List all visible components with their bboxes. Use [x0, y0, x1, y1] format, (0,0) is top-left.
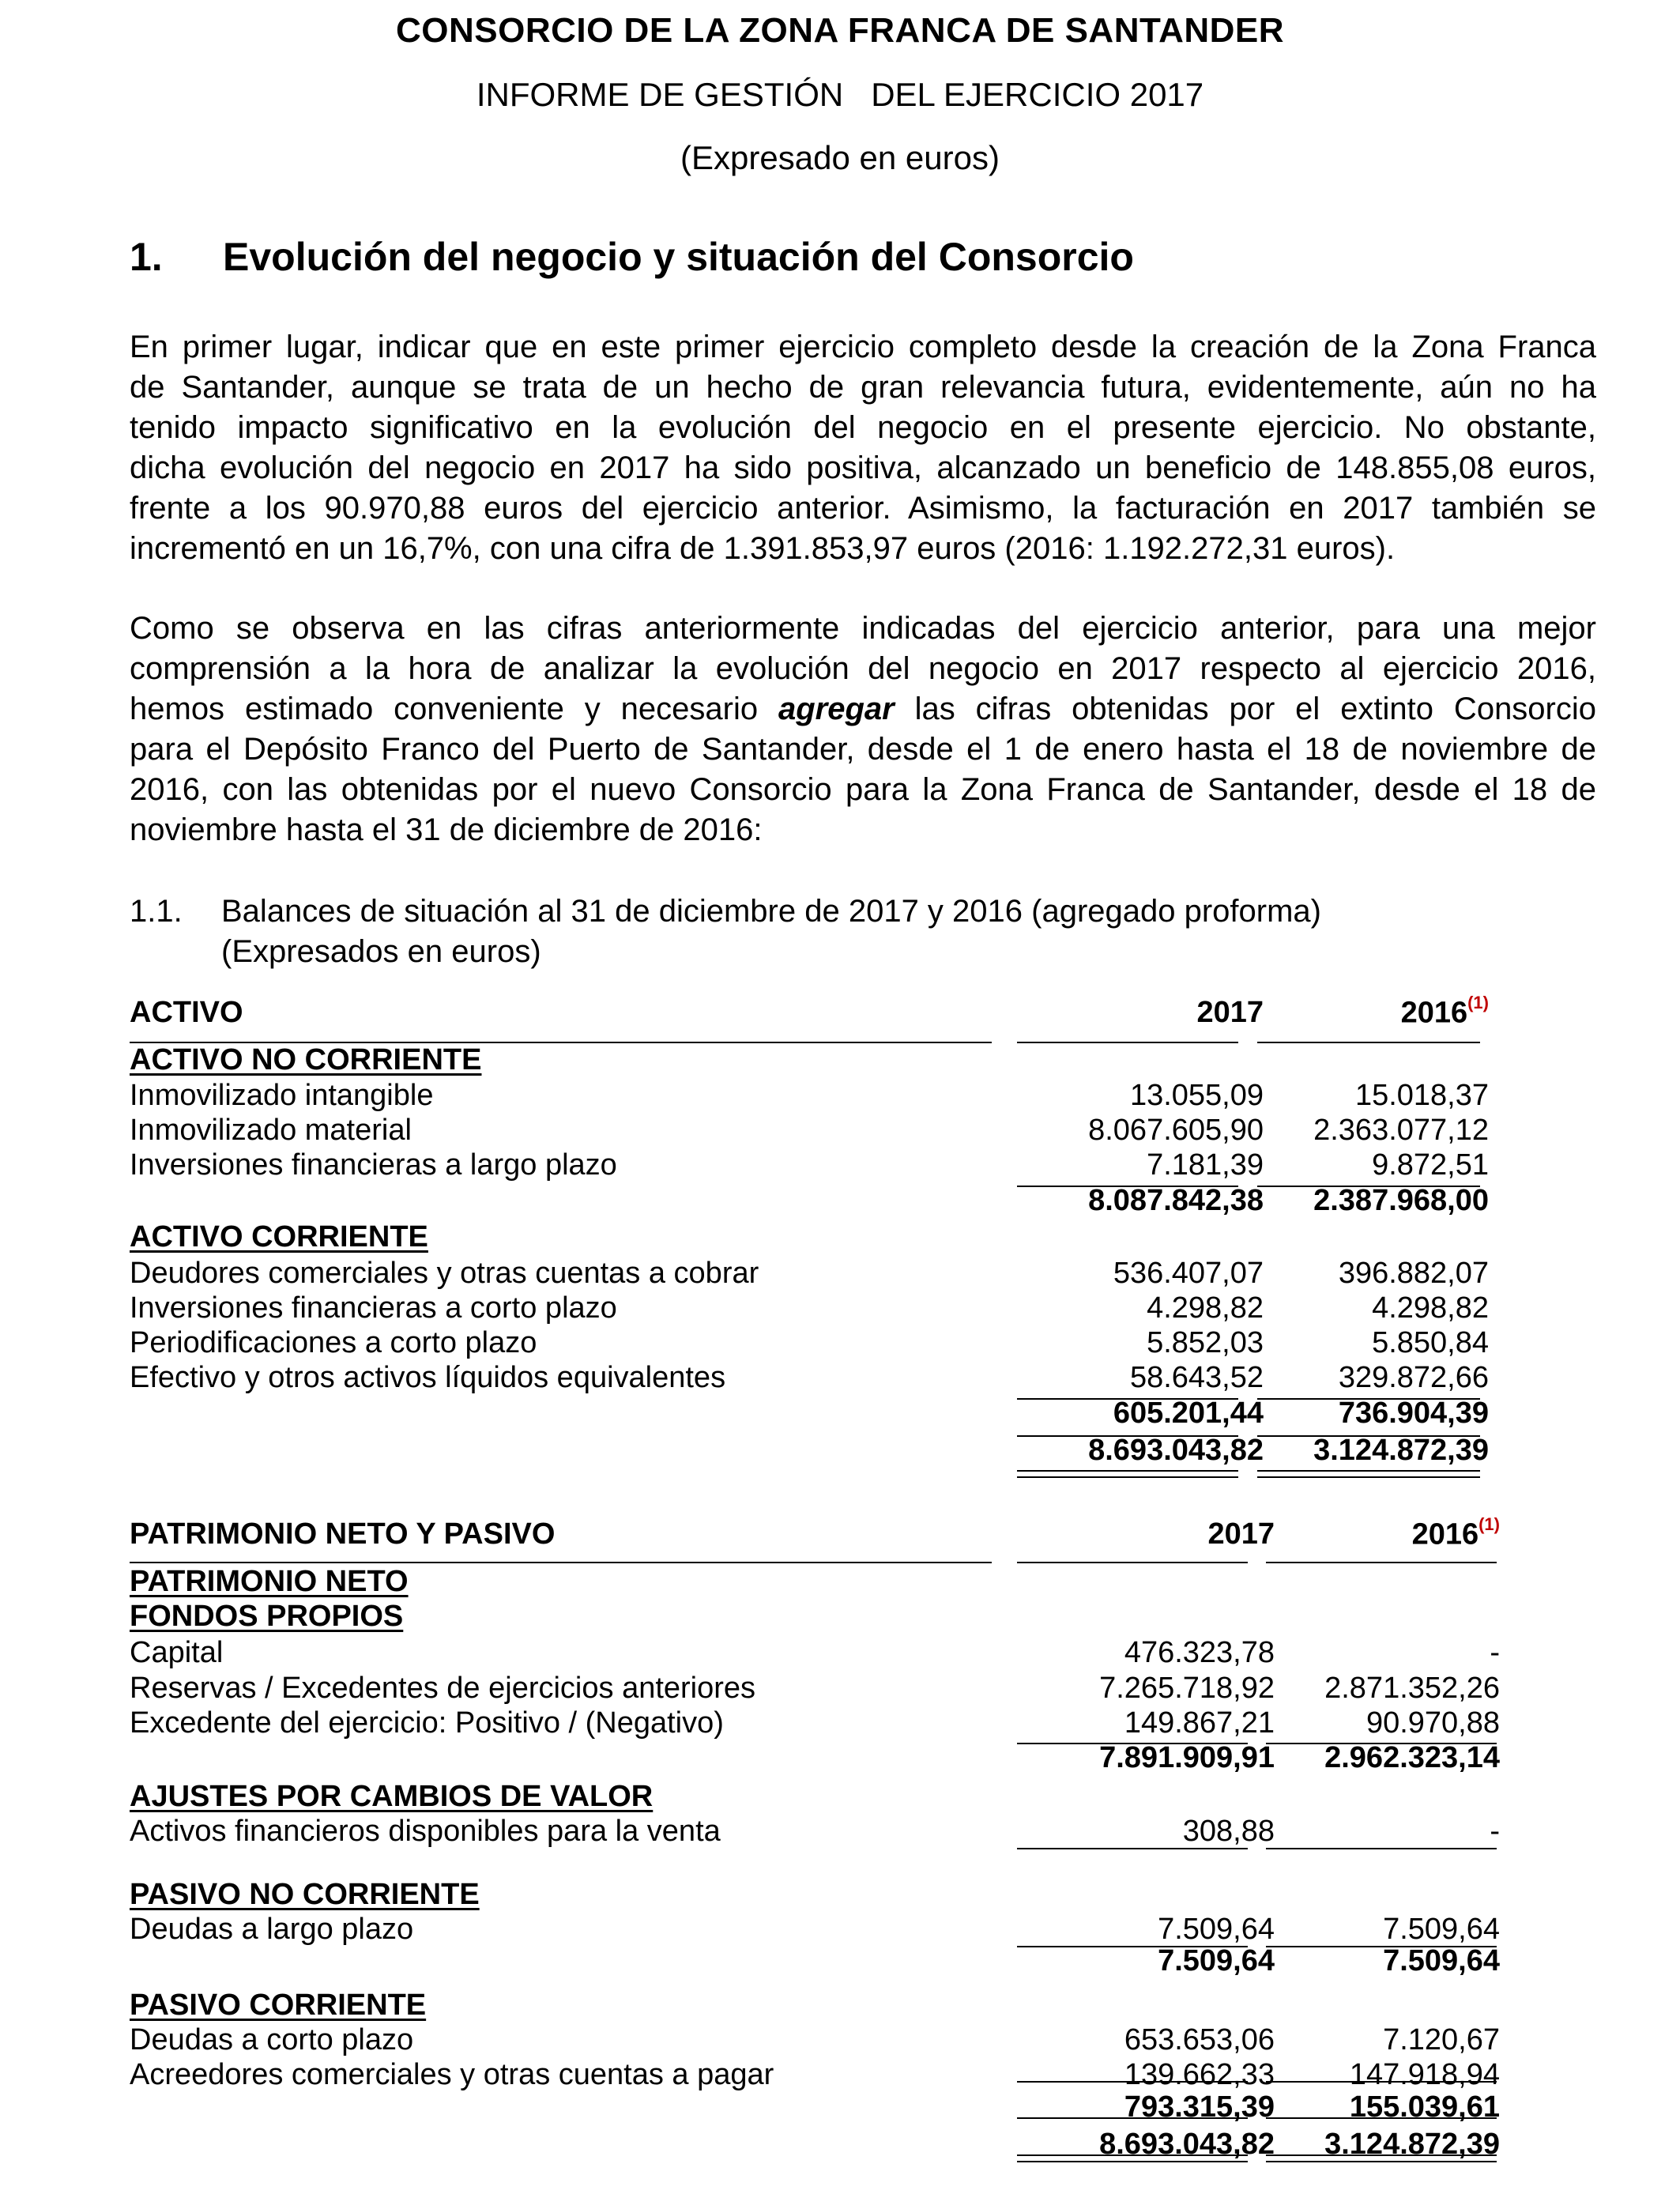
subtotal-row: [130, 2090, 1500, 2125]
organization-name: CONSORCIO DE LA ZONA FRANCA DE SANTANDER: [395, 11, 1285, 50]
table-row: [130, 1361, 1489, 1396]
total-double-rule: [1017, 1470, 1238, 1478]
subtotal-rule: [1017, 1398, 1238, 1400]
value-2017: 8.087.842,38: [1088, 1184, 1264, 1217]
value-2016: 4.298,82: [1372, 1291, 1489, 1325]
row-label: Acreedores comerciales y otras cuentas a pagar: [130, 2058, 774, 2091]
subtotal-row: [130, 1944, 1500, 1979]
subsection-heading: [130, 892, 1321, 972]
row-label: Deudores comerciales y otras cuentas a cobrar: [130, 1257, 759, 1290]
footnote-mark: (1): [1467, 993, 1489, 1012]
subtotal-rule: [1017, 1186, 1238, 1187]
value-2017: 605.201,44: [1113, 1397, 1264, 1430]
value-2016: 147.918,94: [1349, 2058, 1500, 2091]
col-2016-header: [1411, 1514, 1500, 1552]
value-2016: 3.124.872,39: [1324, 2128, 1500, 2161]
value-2017: 7.509,64: [1158, 1944, 1275, 1977]
value-2017: 13.055,09: [1129, 1079, 1264, 1112]
header-rule: [1017, 1562, 1248, 1563]
row-label: Inmovilizado material: [130, 1114, 412, 1147]
value-2016: -: [1490, 1815, 1500, 1848]
table-row: [130, 1706, 1500, 1741]
value-2017: 7.891.909,91: [1099, 1741, 1275, 1774]
section-title: Evolución del negocio y situación del Consorcio: [223, 235, 1134, 279]
value-2016: 3.124.872,39: [1313, 1434, 1489, 1467]
paragraph-line: Como se observa en las cifras anteriormente indicadas del ejercicio anterior, para una mejor: [130, 611, 1596, 646]
paragraph-2: [130, 609, 1596, 850]
subtotal-rule: [1266, 1848, 1497, 1849]
value-2017: 8.693.043,82: [1088, 1434, 1264, 1467]
activo-header-row: [130, 993, 1489, 1032]
table-row: [130, 1913, 1500, 1947]
paragraph-text: hemos estimado conveniente y necesario: [130, 692, 778, 726]
value-2017: 536.407,07: [1113, 1257, 1264, 1290]
value-2016: 9.872,51: [1372, 1148, 1489, 1182]
paragraph-line: En primer lugar, indicar que en este primer ejercicio completo desde la creación de la Zona Franca: [130, 330, 1596, 364]
value-2016: 5.850,84: [1372, 1326, 1489, 1359]
paragraph-text: las cifras obtenidas por el extinto Consorcio: [894, 692, 1597, 726]
value-2017: 308,88: [1182, 1815, 1275, 1848]
subsection-number: 1.1.: [130, 894, 183, 929]
section-row: [130, 1878, 1500, 1913]
value-2016: 2.871.352,26: [1324, 1672, 1500, 1705]
paragraph-line: noviembre hasta el 31 de diciembre de 2016:: [130, 812, 763, 847]
table-row: [130, 1114, 1489, 1148]
value-2017: 7.181,39: [1147, 1148, 1264, 1182]
col-2017-header: 2017: [1196, 996, 1264, 1029]
row-label: Inversiones financieras a corto plazo: [130, 1291, 617, 1325]
section-row: [130, 1565, 1500, 1600]
pasivo-table: [130, 1514, 1500, 2189]
currency-note: (Expresado en euros): [680, 139, 1000, 176]
total-double-rule: [1017, 2154, 1248, 2162]
paragraph-1: [130, 327, 1596, 569]
table-row: [130, 1636, 1500, 1671]
subtotal-row: [130, 1184, 1489, 1219]
section-row: [130, 1220, 1489, 1255]
header-rule: [1266, 1562, 1497, 1563]
pasivo-header-row: [130, 1514, 1500, 1554]
row-label: Inversiones financieras a largo plazo: [130, 1148, 617, 1182]
section-label: PATRIMONIO NETO: [130, 1565, 409, 1598]
value-2017: 793.315,39: [1124, 2090, 1275, 2124]
value-2017: 149.867,21: [1124, 1706, 1275, 1740]
value-2017: 8.067.605,90: [1088, 1114, 1264, 1147]
subtotal-rule: [1266, 1743, 1497, 1744]
header-rule: [130, 1562, 992, 1563]
section-row: [130, 1780, 1500, 1815]
subtotal-rule: [1017, 1848, 1248, 1849]
emphasized-word: agregar: [778, 692, 895, 726]
subsection-subtitle: (Expresados en euros): [221, 934, 541, 969]
subtotal-rule: [1266, 2117, 1497, 2119]
subsection-title: Balances de situación al 31 de diciembre de 2017 y 2016 (agregado proforma): [221, 894, 1321, 929]
paragraph-line: para el Depósito Franco del Puerto de Santander, desde el 1 de enero hasta el 18 de noviembre de: [130, 732, 1596, 767]
value-2016: 7.509,64: [1383, 1913, 1500, 1946]
pasivo-heading: PATRIMONIO NETO Y PASIVO: [130, 1517, 556, 1551]
report-title: INFORME DE GESTIÓN DEL EJERCICIO 2017: [476, 76, 1204, 113]
section-heading: [130, 234, 1134, 280]
value-2016: 7.509,64: [1383, 1944, 1500, 1977]
subtotal-rule: [1257, 1398, 1480, 1400]
value-2016: 90.970,88: [1365, 1706, 1500, 1740]
paragraph-line: incrementó en un 16,7%, con una cifra de 1.391.853,97 euros (2016: 1.192.272,31 euros).: [130, 531, 1396, 566]
paragraph-line: de Santander, aunque se trata de un hecho de gran relevancia futura, evidentemente, aún no ha: [130, 370, 1596, 405]
subtotal-rule: [1017, 2117, 1248, 2119]
row-label: Excedente del ejercicio: Positivo / (Negativo): [130, 1706, 724, 1740]
table-row: [130, 1291, 1489, 1326]
row-label: Periodificaciones a corto plazo: [130, 1326, 537, 1359]
row-label: Inmovilizado intangible: [130, 1079, 434, 1112]
total-double-rule: [1257, 1470, 1480, 1478]
activo-table: [130, 993, 1489, 1502]
subtotal-rule: [1257, 1186, 1480, 1187]
row-label: Deudas a corto plazo: [130, 2023, 414, 2056]
value-2017: 4.298,82: [1147, 1291, 1264, 1325]
value-2017: 476.323,78: [1124, 1636, 1275, 1669]
table-row: [130, 2023, 1500, 2058]
col-2017-header: 2017: [1207, 1517, 1275, 1551]
section-label: PASIVO CORRIENTE: [130, 1989, 427, 2022]
value-2017: 5.852,03: [1147, 1326, 1264, 1359]
paragraph-line: 2016, con las obtenidas por el nuevo Consorcio para la Zona Franca de Santander, desde el 18 de: [130, 772, 1596, 807]
total-double-rule: [1266, 2154, 1497, 2162]
subtotal-rule: [1017, 1946, 1248, 1947]
paragraph-line: dicha evolución del negocio en 2017 ha sido positiva, alcanzado un beneficio de 148.855,08 euros,: [130, 450, 1596, 485]
paragraph-line: frente a los 90.970,88 euros del ejercicio anterior. Asimismo, la facturación en 2017 también se: [130, 491, 1596, 526]
total-row: [130, 1434, 1489, 1468]
table-row: [130, 2058, 1500, 2093]
subtotal-rule: [1266, 1946, 1497, 1947]
table-row: [130, 1326, 1489, 1361]
subtotal-rule: [1017, 2081, 1248, 2083]
section-label: PASIVO NO CORRIENTE: [130, 1878, 480, 1911]
value-2016: 155.039,61: [1349, 2090, 1500, 2124]
section-label: AJUSTES POR CAMBIOS DE VALOR: [130, 1780, 654, 1813]
subtotal-rule: [1257, 1435, 1480, 1437]
table-row: [130, 1148, 1489, 1183]
section-label: ACTIVO CORRIENTE: [130, 1220, 428, 1253]
col-2016-label: 2016: [1411, 1517, 1479, 1551]
footnote-mark: (1): [1478, 1514, 1500, 1534]
paragraph-line: tenido impacto significativo en la evolución del negocio en el presente ejercicio. No obstante,: [130, 410, 1596, 445]
value-2016: 736.904,39: [1338, 1397, 1489, 1430]
value-2017: 8.693.043,82: [1099, 2128, 1275, 2161]
subtotal-rule: [1266, 2081, 1497, 2083]
table-row: [130, 1672, 1500, 1706]
subtotal-row: [130, 1741, 1500, 1776]
section-label: FONDOS PROPIOS: [130, 1600, 404, 1633]
value-2017: 7.265.718,92: [1099, 1672, 1275, 1705]
subtotal-row: [130, 1397, 1489, 1431]
value-2016: 329.872,66: [1338, 1361, 1489, 1394]
col-2016-header: [1400, 993, 1489, 1031]
table-row: [130, 1257, 1489, 1291]
activo-heading: ACTIVO: [130, 996, 243, 1029]
value-2017: 7.509,64: [1158, 1913, 1275, 1946]
section-row: [130, 1600, 1500, 1634]
value-2016: 7.120,67: [1383, 2023, 1500, 2056]
row-label: Deudas a largo plazo: [130, 1913, 414, 1946]
col-2016-label: 2016: [1400, 996, 1468, 1030]
row-label: Activos financieros disponibles para la venta: [130, 1815, 721, 1848]
value-2016: -: [1490, 1636, 1500, 1669]
table-row: [130, 1815, 1500, 1849]
value-2016: 396.882,07: [1338, 1257, 1489, 1290]
paragraph-line: [130, 689, 1596, 729]
value-2016: 2.363.077,12: [1313, 1114, 1489, 1147]
value-2016: 2.962.323,14: [1324, 1741, 1500, 1774]
value-2017: 58.643,52: [1129, 1361, 1264, 1394]
section-number: 1.: [130, 235, 163, 279]
row-label: Reservas / Excedentes de ejercicios anteriores: [130, 1672, 756, 1705]
section-row: [130, 1043, 1489, 1078]
table-row: [130, 1079, 1489, 1114]
value-2017: 653.653,06: [1124, 2023, 1275, 2056]
subtotal-rule: [1017, 1743, 1248, 1744]
value-2017: 139.662,33: [1124, 2058, 1275, 2091]
value-2016: 2.387.968,00: [1313, 1184, 1489, 1217]
row-label: Efectivo y otros activos líquidos equivalentes: [130, 1361, 726, 1394]
value-2016: 15.018,37: [1354, 1079, 1489, 1112]
row-label: Capital: [130, 1636, 224, 1669]
section-label: ACTIVO NO CORRIENTE: [130, 1043, 482, 1076]
subtotal-rule: [1017, 1435, 1238, 1437]
section-row: [130, 1989, 1500, 2023]
paragraph-line: comprensión a la hora de analizar la evolución del negocio en 2017 respecto al ejercicio 2016,: [130, 651, 1596, 686]
